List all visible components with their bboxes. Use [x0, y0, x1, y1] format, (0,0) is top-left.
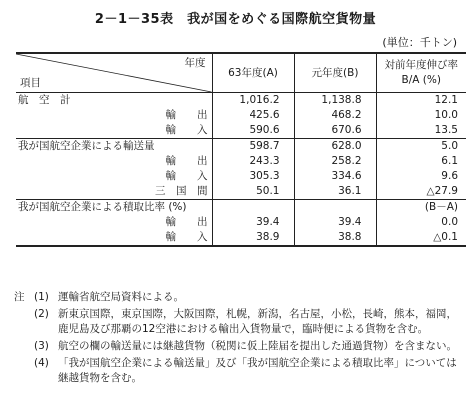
cell-value — [294, 200, 376, 216]
cell-value: 258.2 — [294, 154, 376, 169]
cell-value: 590.6 — [212, 123, 294, 139]
cell-value: 0.0 — [376, 215, 466, 230]
cell-value: 39.4 — [212, 215, 294, 230]
cell-value: 334.6 — [294, 169, 376, 184]
cell-value: △0.1 — [376, 230, 466, 246]
row-label: 我が国航空企業による輸送量 — [16, 139, 212, 155]
cell-value: 628.0 — [294, 139, 376, 155]
col-header-fy63: 63年度(A) — [212, 53, 294, 93]
cell-value: 468.2 — [294, 108, 376, 123]
row-label: 輸 出 — [165, 155, 208, 167]
item-header: 項目 — [20, 77, 41, 89]
note-text: 新東京国際，東京国際，大阪国際，札幌，新潟，名古屋，小松，長崎，熊本，福岡，鹿児島及び那覇の12空港における輸出入貨物量で，臨時便による貨物を含む。 — [58, 308, 457, 335]
notes-lead: 注 — [14, 291, 25, 303]
table-row — [16, 184, 466, 200]
cell-value: 10.0 — [376, 108, 466, 123]
table-row — [16, 93, 466, 109]
cell-value: 50.1 — [212, 184, 294, 200]
row-label: 輸 入 — [165, 170, 208, 182]
row-label: 航 空 計 — [18, 94, 71, 106]
note-text: 航空の欄の輸送量には継越貨物（税関に仮上陸届を提出した通過貨物）を含まない。 — [58, 340, 457, 352]
cell-value: 12.1 — [376, 93, 466, 109]
cell-value: 39.4 — [294, 215, 376, 230]
col-header-fy1: 元年度(B) — [294, 53, 376, 93]
diagonal-line — [16, 54, 212, 92]
cell-value: 36.1 — [294, 184, 376, 200]
year-header: 年度 — [184, 57, 206, 69]
cell-value — [212, 200, 294, 216]
unit-label: (単位：千トン) — [382, 36, 457, 49]
note-item — [14, 356, 464, 386]
cell-value: 9.6 — [376, 169, 466, 184]
cell-value: 6.1 — [376, 154, 466, 169]
table-row — [16, 123, 466, 139]
note-item — [14, 307, 464, 337]
col-header-growth — [376, 53, 466, 93]
row-label: 輸 入 — [165, 124, 208, 136]
row-label: 三 国 間 — [155, 185, 208, 197]
cell-value: 38.9 — [212, 230, 294, 246]
cell-value: (B－A) — [376, 200, 466, 216]
table-row — [16, 139, 466, 155]
note-number: (1) — [34, 291, 49, 303]
note-item — [14, 290, 464, 305]
table-row — [16, 108, 466, 123]
cell-value: 1,138.8 — [294, 93, 376, 109]
note-number: (3) — [34, 340, 49, 352]
note-number: (2) — [34, 308, 49, 320]
row-label: 輸 出 — [165, 109, 208, 121]
table-row — [16, 215, 466, 230]
cell-value: 1,016.2 — [212, 93, 294, 109]
table-row — [16, 230, 466, 246]
table-title: 2－1－35表 我が国をめぐる国際航空貨物量 — [94, 12, 377, 27]
cell-value: 670.6 — [294, 123, 376, 139]
row-label: 輸 入 — [16, 230, 212, 246]
note-text: 運輸省航空局資料による。 — [58, 291, 184, 303]
header-row — [16, 53, 466, 93]
note-item — [14, 339, 464, 354]
cell-value: 5.0 — [376, 139, 466, 155]
cell-value: 598.7 — [212, 139, 294, 155]
cell-value: 305.3 — [212, 169, 294, 184]
table-row — [16, 169, 466, 184]
cell-value: 243.3 — [212, 154, 294, 169]
note-text: 「我が国航空企業による輸送量」及び「我が国航空企業による積取比率」については継越貨物を含む。 — [58, 357, 457, 384]
cell-value: 13.5 — [376, 123, 466, 139]
col-header-growth-line1: 対前年度伸び率 — [384, 59, 458, 71]
table-row — [16, 200, 466, 216]
note-number: (4) — [34, 357, 49, 369]
table-row — [16, 154, 466, 169]
row-label: 我が国航空企業による積取比率 (%) — [16, 200, 212, 216]
col-header-growth-line2: B/A (%) — [401, 74, 441, 86]
cell-value: 425.6 — [212, 108, 294, 123]
cell-value: △27.9 — [376, 184, 466, 200]
cargo-table — [16, 52, 466, 247]
row-label: 輸 出 — [165, 216, 208, 228]
notes-section — [14, 290, 464, 388]
header-corner — [16, 53, 212, 93]
cell-value: 38.8 — [294, 230, 376, 246]
